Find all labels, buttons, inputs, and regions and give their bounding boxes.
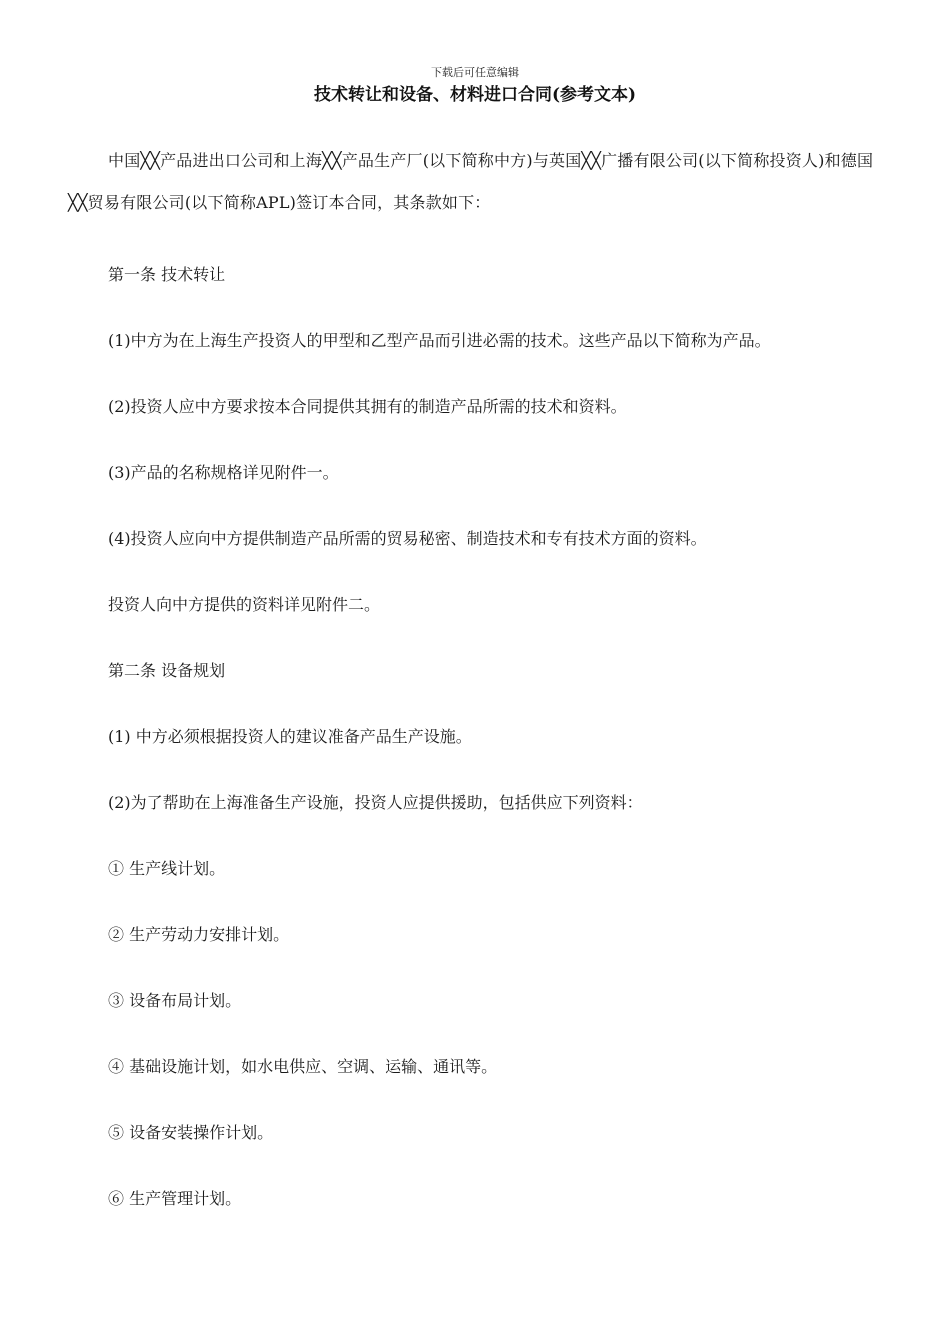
article-2-heading: 第二条 设备规划 [108,661,226,680]
list-item: ② 生产劳动力安排计划。 [108,925,290,944]
article-1-note: 投资人向中方提供的资料详见附件二。 [108,595,381,614]
document-body [68,140,890,1232]
article-1-clause-2: (2)投资人应中方要求按本合同提供其拥有的制造产品所需的技术和资料。 [108,397,627,416]
header-note: 下载后可任意编辑 [431,66,519,79]
article-1-clause-3: (3)产品的名称规格详见附件一。 [108,463,339,482]
article-1-clause-4: (4)投资人应向中方提供制造产品所需的贸易秘密、制造技术和专有技术方面的资料。 [108,529,707,548]
intro-paragraph: 中国╳╳产品进出口公司和上海╳╳产品生产厂(以下简称中方)与英国╳╳广播有限公司(以下简称投资人)和德国╳╳贸易有限公司(以下简称APL)签订本合同，其条款如下： [68,151,874,212]
list-item: ③ 设备布局计划。 [108,991,242,1010]
article-1-heading: 第一条 技术转让 [108,265,226,284]
document-title: 技术转让和设备、材料进口合同(参考文本) [313,85,637,105]
list-item: ④ 基础设施计划，如水电供应、空调、运输、通讯等。 [108,1057,498,1076]
article-1-clause-1: (1)中方为在上海生产投资人的甲型和乙型产品而引进必需的技术。这些产品以下简称为产品。 [108,331,771,350]
list-item: ⑥ 生产管理计划。 [108,1189,242,1208]
list-item: ① 生产线计划。 [108,859,226,878]
article-2-clause-1: (1) 中方必须根据投资人的建议准备产品生产设施。 [108,727,472,746]
list-item: ⑤ 设备安装操作计划。 [108,1123,274,1142]
article-2-clause-2: (2)为了帮助在上海准备生产设施，投资人应提供援助，包括供应下列资料： [108,793,643,812]
